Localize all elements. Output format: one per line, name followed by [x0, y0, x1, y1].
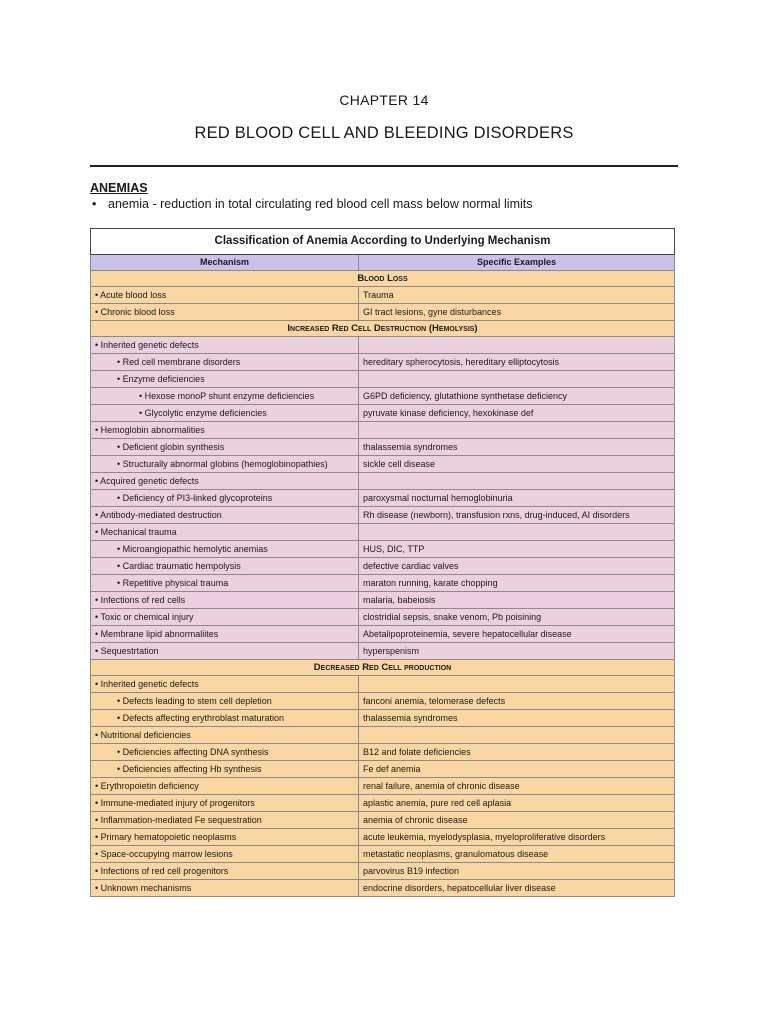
table-row: [91, 524, 675, 541]
table-row: [91, 829, 675, 846]
table-row: [91, 626, 675, 643]
example-cell: pyruvate kinase deficiency, hexokinase def: [359, 405, 675, 422]
example-cell: thalassemia syndromes: [359, 710, 675, 727]
table-row: [91, 863, 675, 880]
mechanism-cell: • Inherited genetic defects: [91, 337, 359, 354]
table-row: [91, 473, 675, 490]
table-row: [91, 846, 675, 863]
mechanism-cell: • Defects leading to stem cell depletion: [91, 693, 359, 710]
table-row: [91, 795, 675, 812]
mechanism-cell: • Deficiencies affecting DNA synthesis: [91, 744, 359, 761]
table-row: [91, 456, 675, 473]
mechanism-cell: • Unknown mechanisms: [91, 880, 359, 897]
table-row: [91, 778, 675, 795]
example-cell: HUS, DIC, TTP: [359, 541, 675, 558]
mechanism-cell: • Hemoglobin abnormalities: [91, 422, 359, 439]
table-row: [91, 609, 675, 626]
table-row: [91, 575, 675, 592]
section-row-blood-loss: [91, 271, 675, 287]
mechanism-cell: • Acquired genetic defects: [91, 473, 359, 490]
mechanism-cell: • Glycolytic enzyme deficiencies: [91, 405, 359, 422]
mechanism-cell: • Infections of red cell progenitors: [91, 863, 359, 880]
example-cell: endocrine disorders, hepatocellular liver disease: [359, 880, 675, 897]
example-cell: [359, 727, 675, 744]
table-row: [91, 304, 675, 321]
table-row: [91, 388, 675, 405]
table-row: [91, 354, 675, 371]
example-cell: Fe def anemia: [359, 761, 675, 778]
table-row: [91, 643, 675, 660]
mechanism-cell: • Space-occupying marrow lesions: [91, 846, 359, 863]
table-row: [91, 422, 675, 439]
example-cell: [359, 422, 675, 439]
table-row: [91, 405, 675, 422]
section-label: Decreased Red Cell production: [91, 660, 675, 676]
example-cell: GI tract lesions, gyne disturbances: [359, 304, 675, 321]
example-cell: metastatic neoplasms, granulomatous disease: [359, 846, 675, 863]
table-row: [91, 812, 675, 829]
definition-bullet: [90, 197, 533, 211]
example-cell: acute leukemia, myelodysplasia, myeloproliferative disorders: [359, 829, 675, 846]
mechanism-cell: • Mechanical trauma: [91, 524, 359, 541]
section-row-hemolysis: [91, 321, 675, 337]
example-cell: G6PD deficiency, glutathione synthetase deficiency: [359, 388, 675, 405]
example-cell: anemia of chronic disease: [359, 812, 675, 829]
table-row: [91, 439, 675, 456]
column-header-mechanism: Mechanism: [91, 255, 359, 271]
table-caption: Classification of Anemia According to Underlying Mechanism: [91, 229, 675, 255]
mechanism-cell: • Erythropoietin deficiency: [91, 778, 359, 795]
chapter-label: CHAPTER 14: [339, 92, 429, 108]
bullet-icon: •: [92, 197, 97, 211]
table-row: [91, 710, 675, 727]
mechanism-cell: • Chronic blood loss: [91, 304, 359, 321]
example-cell: hyperspenism: [359, 643, 675, 660]
chapter-title: RED BLOOD CELL AND BLEEDING DISORDERS: [194, 124, 574, 142]
example-cell: B12 and folate deficiencies: [359, 744, 675, 761]
table-caption-row: [91, 229, 675, 255]
example-cell: maraton running, karate chopping: [359, 575, 675, 592]
mechanism-cell: • Cardiac traumatic hempolysis: [91, 558, 359, 575]
mechanism-cell: • Inherited genetic defects: [91, 676, 359, 693]
section-heading: ANEMIAS: [90, 181, 148, 195]
example-cell: clostridial sepsis, snake venom, Pb poisining: [359, 609, 675, 626]
mechanism-cell: • Antibody-mediated destruction: [91, 507, 359, 524]
table-row: [91, 727, 675, 744]
mechanism-cell: • Structurally abnormal globins (hemoglobinopathies): [91, 456, 359, 473]
example-cell: defective cardiac valves: [359, 558, 675, 575]
table-row: [91, 592, 675, 609]
table-row: [91, 744, 675, 761]
mechanism-cell: • Membrane lipid abnormaliites: [91, 626, 359, 643]
mechanism-cell: • Acute blood loss: [91, 287, 359, 304]
table-row: [91, 693, 675, 710]
example-cell: Abetalipoproteinemia, severe hepatocellular disease: [359, 626, 675, 643]
mechanism-cell: • Deficient globin synthesis: [91, 439, 359, 456]
mechanism-cell: • Infections of red cells: [91, 592, 359, 609]
example-cell: sickle cell disease: [359, 456, 675, 473]
mechanism-cell: • Inflammation-mediated Fe sequestration: [91, 812, 359, 829]
mechanism-cell: • Nutritional deficiencies: [91, 727, 359, 744]
mechanism-cell: • Repetitive physical trauma: [91, 575, 359, 592]
column-header-examples: Specific Examples: [359, 255, 675, 271]
table-row: [91, 541, 675, 558]
example-cell: renal failure, anemia of chronic disease: [359, 778, 675, 795]
example-cell: Trauma: [359, 287, 675, 304]
table-row: [91, 761, 675, 778]
example-cell: thalassemia syndromes: [359, 439, 675, 456]
definition-text: anemia - reduction in total circulating red blood cell mass below normal limits: [108, 197, 533, 211]
example-cell: parvovirus B19 infection: [359, 863, 675, 880]
mechanism-cell: • Red cell membrane disorders: [91, 354, 359, 371]
table-header-row: [91, 255, 675, 271]
example-cell: hereditary spherocytosis, hereditary elliptocytosis: [359, 354, 675, 371]
example-cell: fanconi anemia, telomerase defects: [359, 693, 675, 710]
section-row-production: [91, 660, 675, 676]
mechanism-cell: • Enzyme deficiencies: [91, 371, 359, 388]
section-label: Blood Loss: [91, 271, 675, 287]
mechanism-cell: • Immune-mediated injury of progenitors: [91, 795, 359, 812]
divider: [90, 165, 678, 167]
example-cell: Rh disease (newborn), transfusion rxns, drug-induced, AI disorders: [359, 507, 675, 524]
table-row: [91, 371, 675, 388]
example-cell: [359, 473, 675, 490]
anemia-classification-table: [90, 228, 675, 897]
table-row: [91, 490, 675, 507]
example-cell: [359, 371, 675, 388]
example-cell: [359, 524, 675, 541]
table-row: [91, 676, 675, 693]
mechanism-cell: • Sequestrtation: [91, 643, 359, 660]
section-label: Increased Red Cell Destruction (Hemolysis): [91, 321, 675, 337]
table-row: [91, 558, 675, 575]
example-cell: aplastic anemia, pure red cell aplasia: [359, 795, 675, 812]
example-cell: [359, 676, 675, 693]
mechanism-cell: • Primary hematopoietic neoplasms: [91, 829, 359, 846]
mechanism-cell: • Microangiopathic hemolytic anemias: [91, 541, 359, 558]
table-row: [91, 287, 675, 304]
table-row: [91, 337, 675, 354]
mechanism-cell: • Hexose monoP shunt enzyme deficiencies: [91, 388, 359, 405]
example-cell: paroxysmal nocturnal hemoglobinuria: [359, 490, 675, 507]
table-row: [91, 880, 675, 897]
mechanism-cell: • Deficiency of PI3-linked glycoproteins: [91, 490, 359, 507]
mechanism-cell: • Defects affecting erythroblast maturation: [91, 710, 359, 727]
table-row: [91, 507, 675, 524]
mechanism-cell: • Deficiencies affecting Hb synthesis: [91, 761, 359, 778]
example-cell: malaria, babeiosis: [359, 592, 675, 609]
mechanism-cell: • Toxic or chemical injury: [91, 609, 359, 626]
example-cell: [359, 337, 675, 354]
